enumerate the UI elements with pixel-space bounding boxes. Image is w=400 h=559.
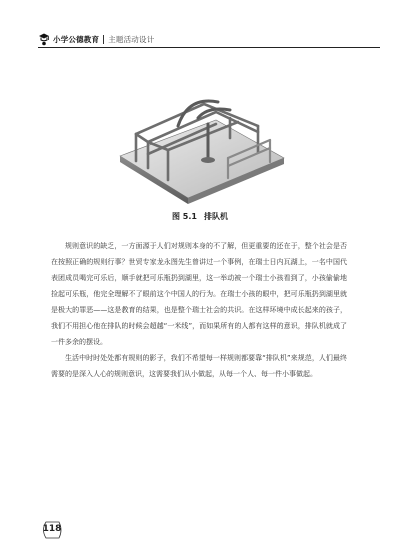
graduation-cap-logo-icon — [38, 32, 50, 46]
base-platform — [120, 120, 284, 204]
figure-caption-title: 排队机 — [203, 212, 228, 221]
paragraph: 生活中时时处处都有规则的影子，我们不希望每一样规则都要靠“排队机”来规范，人们最终需要的是深入人心的规则意识，这需要我们从小做起，从每一个人、每一件小事做起。 — [51, 354, 347, 378]
header-rule — [38, 47, 380, 48]
page-number-label: 118 — [42, 524, 62, 534]
post-base — [201, 157, 215, 163]
running-header — [38, 32, 378, 46]
header-divider — [103, 35, 104, 44]
page-number — [40, 520, 64, 540]
figure-caption-number: 图 5.1 — [172, 212, 197, 221]
figure-caption — [0, 211, 400, 222]
header-subtitle: 主题活动设计 — [108, 34, 155, 44]
header-brand: 小学公德教育 — [53, 34, 100, 44]
queue-machine-illustration — [108, 66, 288, 216]
paragraph: 规则意识的缺乏，一方面源于人们对规则本身的不了解，但更重要的还在于，整个社会是否在按照正确的规则行事？世贸专家龙永图先生曾讲过一个事例，在瑞士日内瓦湖上，一名中国代表团成员喝完可乐后，顺手就把可乐瓶扔到湖里，这一举动被一个瑞士小孩看到了，小孩偷偷地捡起可乐瓶，他完全理解不了眼前这个中国人的行为。在瑞士小孩的眼中，把可乐瓶扔到湖里就是极大的罪恶——这是教育的结果，也是整个瑞士社会的共识。在这样环境中成长起来的孩子，我们不用担心他在排队的时候会超越“一米线”，而如果所有的人都有这样的意识，排队机就成了一件多余的摆设。 — [51, 242, 347, 346]
body-text — [51, 238, 347, 382]
